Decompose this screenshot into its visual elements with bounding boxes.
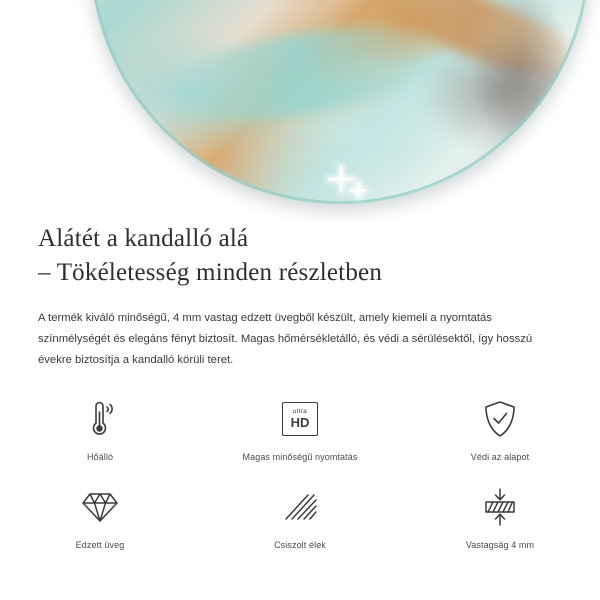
feature-item-polished-edges	[200, 484, 400, 550]
headline-line-1: Alátét a kandalló alá	[38, 225, 249, 252]
diamond-icon	[74, 484, 126, 530]
feature-grid	[0, 396, 600, 550]
polished-edge-icon	[274, 484, 326, 530]
shield-check-icon	[474, 396, 526, 442]
badge-top-text: ultra	[292, 407, 308, 415]
feature-item-heat-resistant	[0, 396, 200, 462]
feature-item-tempered-glass	[0, 484, 200, 550]
round-glass-board-image	[90, 0, 590, 204]
text-content	[0, 222, 600, 371]
feature-label: Hőálló	[86, 452, 114, 462]
thermometer-icon	[74, 396, 126, 442]
badge-bottom-text: HD	[290, 415, 310, 431]
feature-item-thickness	[400, 484, 600, 550]
headline-line-2: – Tökéletesség minden részletben	[38, 259, 383, 286]
feature-label: Védi az alapot	[470, 452, 530, 462]
body-paragraph: A termék kiváló minőségű, 4 mm vastag edzett üvegből készült, amely kiemeli a nyomtatás színmélységét és elegáns fényt biztosít. Magas hőmérsékletálló, és védi a sérülésektől, így hosszú évekre biztosítja a kandalló körüli teret.	[38, 312, 533, 366]
feature-label: Edzett üveg	[75, 540, 125, 550]
marble-vein	[145, 9, 454, 140]
page-title	[0, 222, 600, 290]
feature-item-protects-surface	[400, 396, 600, 462]
marble-vein	[420, 34, 590, 154]
feature-label: Vastagság 4 mm	[465, 540, 535, 550]
feature-label: Csiszolt élek	[274, 540, 326, 550]
ultra-hd-badge-icon	[274, 396, 326, 442]
feature-label: Magas minőségű nyomtatás	[242, 452, 358, 462]
feature-item-print-quality	[200, 396, 400, 462]
hero-image-area	[0, 0, 600, 222]
thickness-arrows-icon	[474, 484, 526, 530]
